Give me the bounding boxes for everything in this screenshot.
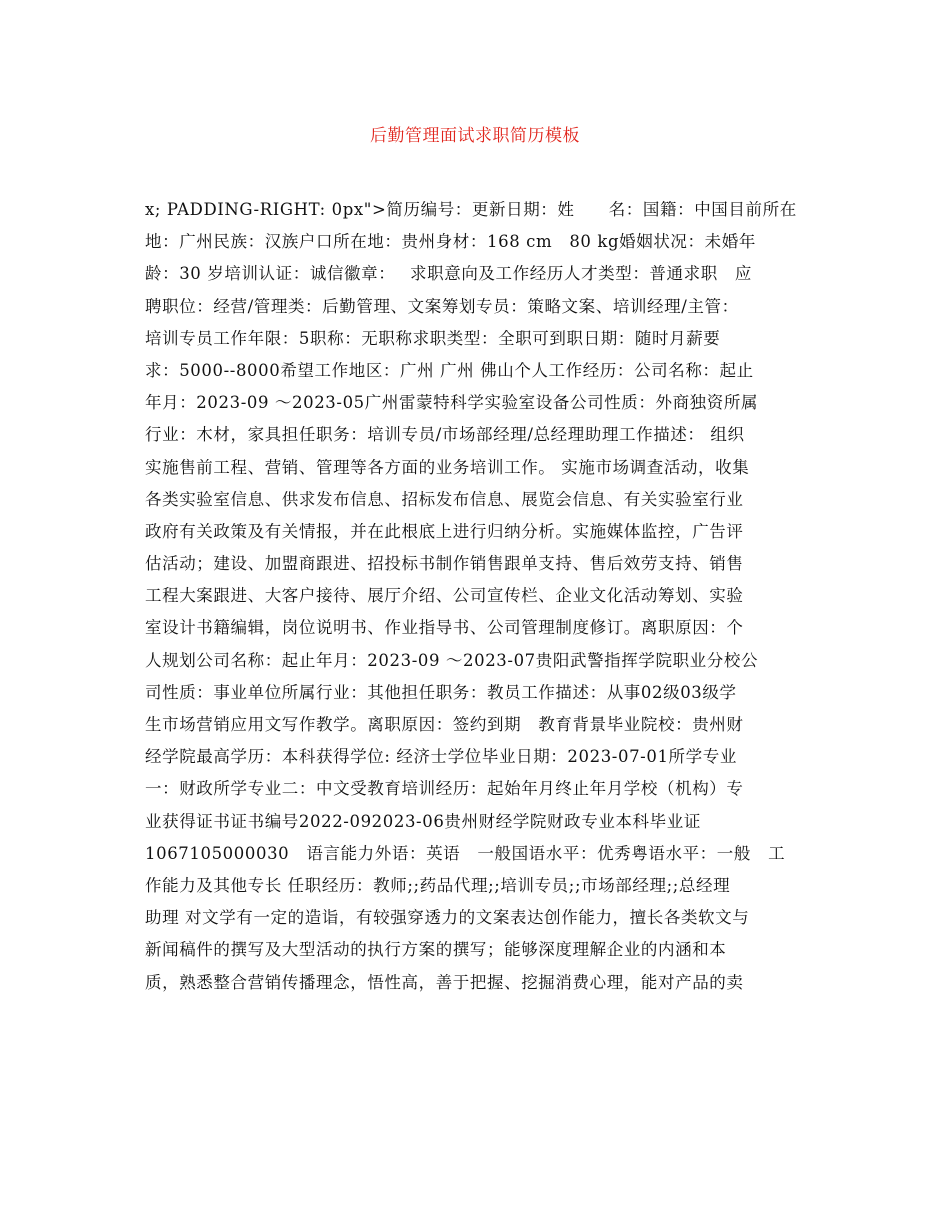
body-text-line: 估活动；建设、加盟商跟进、招投标书制作销售跟单支持、售后效劳支持、销售 [145,554,744,574]
document-title: 后勤管理面试求职简历模板 [370,126,580,146]
body-text-line: x; PADDING-RIGHT: 0px">简历编号：更新日期：姓 名：国籍：中国目前所在 [145,200,797,219]
body-text-line: 生市场营销应用文写作教学。离职原因：签约到期 教育背景毕业院校：贵州财 [145,715,744,734]
body-text-line: 司性质：事业单位所属行业：其他担任职务：教员工作描述：从事02级03级学 [145,682,737,702]
body-text-line: 新闻稿件的撰写及大型活动的执行方案的撰写；能够深度理解企业的内涵和本 [145,940,727,960]
body-text-line: 求：5000--8000希望工作地区：广州 广州 佛山个人工作经历：公司名称：起止 [145,360,754,380]
body-text-line: 人规划公司名称：起止年月：2023-09 ～2023-07贵阳武警指挥学院职业分校公 [145,650,759,670]
body-text-line: 工程大案跟进、大客户接待、展厅介绍、公司宣传栏、企业文化活动筹划、实验 [145,586,744,606]
body-text-line: 行业：木材，家具担任职务：培训专员/市场部经理/总经理助理工作描述： 组织 [145,425,745,445]
body-text-line: 助理 对文学有一定的造诣，有较强穿透力的文案表达创作能力，擅长各类软文与 [145,908,750,928]
body-text-line: 地：广州民族：汉族户口所在地：贵州身材：168 cm 80 kg婚姻状况：未婚年 [145,232,756,252]
body-text-line: 龄：30 岁培训认证：诚信徽章： 求职意向及工作经历人才类型：普通求职 应 [145,264,753,284]
body-text-line: 室设计书籍编辑，岗位说明书、作业指导书、公司管理制度修订。离职原因：个 [145,618,744,638]
body-text-line: 实施售前工程、营销、管理等各方面的业务培训工作。 实施市场调查活动，收集 [145,457,750,477]
body-text-line: 培训专员工作年限：5职称：无职称求职类型：全职可到职日期：随时月薪要 [145,328,721,348]
body-text-line: 年月：2023-09 ～2023-05广州雷蒙特科学实验室设备公司性质：外商独资所属 [145,393,759,413]
body-text-line: 业获得证书证书编号2022-092023-06贵州财经学院财政专业本科毕业证 [145,811,701,831]
body-text-line: 聘职位：经营/管理类：后勤管理、文案筹划专员：策略文案、培训经理/主管： [145,296,739,316]
body-text-line: 作能力及其他专长 任职经历：教师;;药品代理;;培训专员;;市场部经理;;总经理 [145,875,731,895]
body-text-line: 1067105000030 语言能力外语：英语 一般国语水平：优秀粤语水平：一般 工 [145,843,786,863]
body-text-line: 一：财政所学专业二：中文受教育培训经历：起始年月终止年月学校（机构）专 [145,779,744,799]
body-text-line: 质，熟悉整合营销传播理念，悟性高，善于把握、挖掘消费心理，能对产品的卖 [145,972,744,992]
body-text-line: 政府有关政策及有关情报，并在此根底上进行归纳分析。实施媒体监控，广告评 [145,521,744,541]
body-text-line: 经学院最高学历：本科获得学位: 经济士学位毕业日期：2023-07-01所学专业 [145,747,737,767]
body-text-line: 各类实验室信息、供求发布信息、招标发布信息、展览会信息、有关实验室行业 [145,489,744,509]
document-body [145,194,815,999]
